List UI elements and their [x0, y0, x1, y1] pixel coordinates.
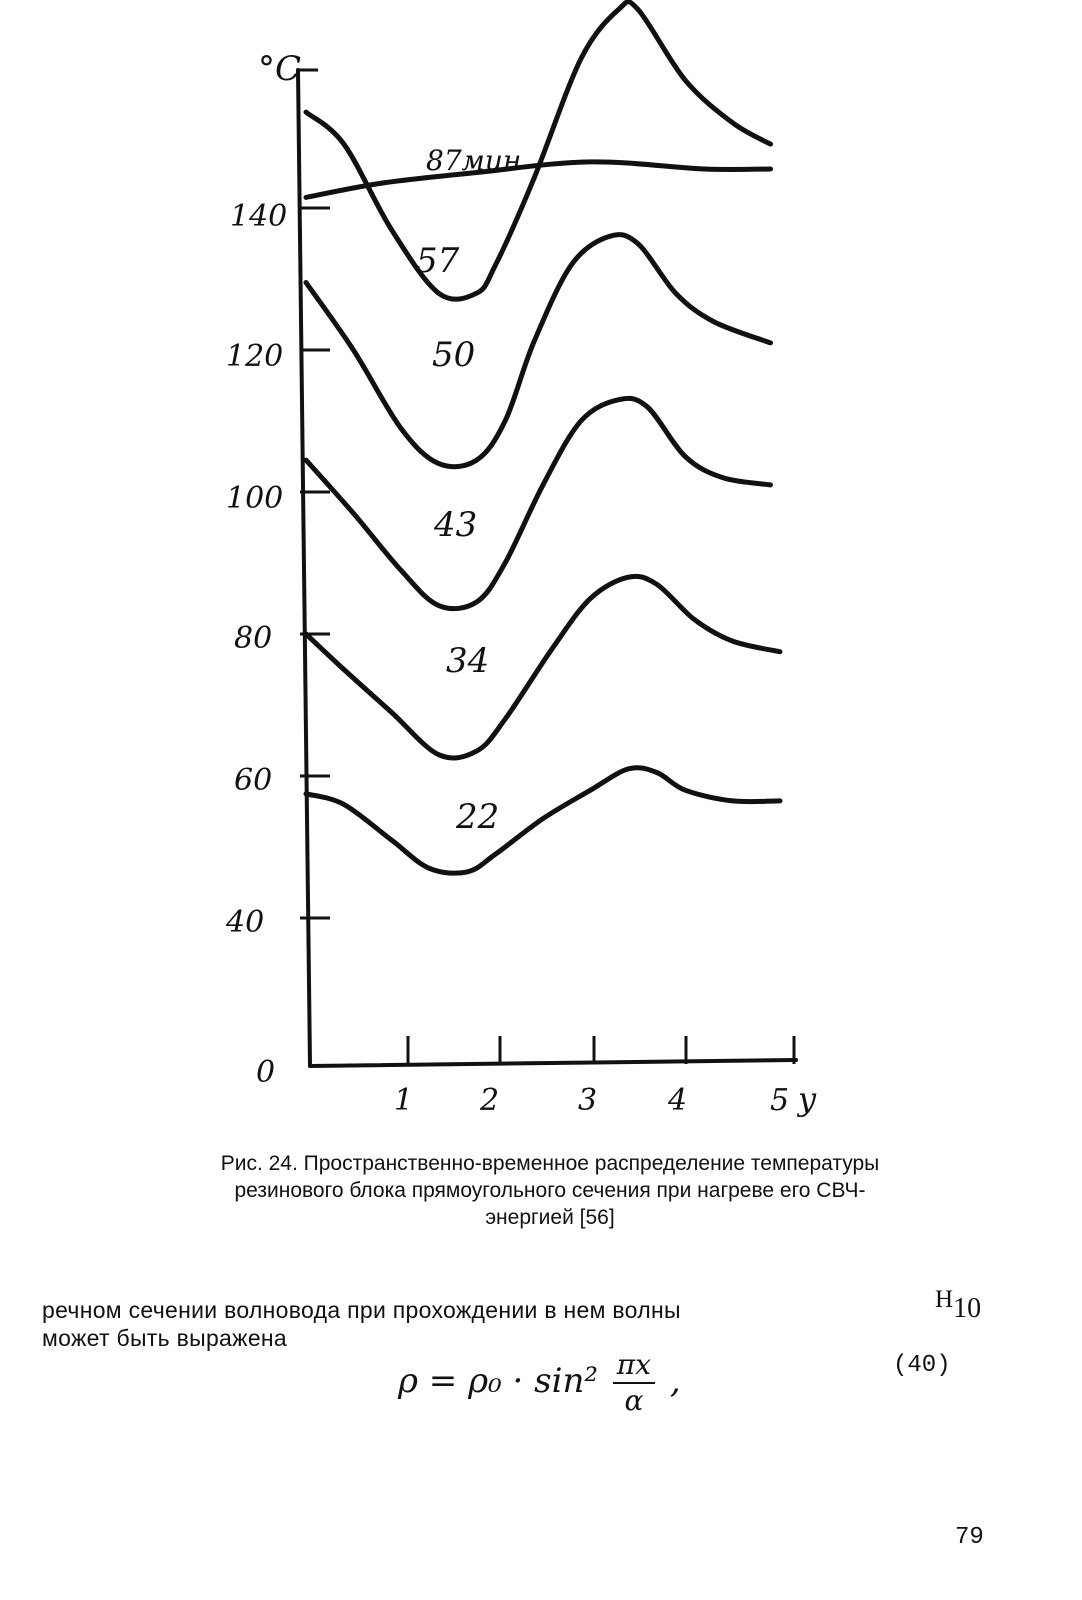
y-axis-label: °C	[258, 49, 302, 89]
page-number: 79	[955, 1524, 984, 1551]
chart-series	[306, 2, 780, 874]
x-axis-line	[310, 1060, 796, 1066]
series-line-50	[306, 235, 771, 467]
series-line-34	[306, 576, 780, 758]
series-line-57	[306, 2, 771, 300]
x-tick-label-1: 1	[394, 1083, 414, 1118]
series-label-87мин: 87мин	[426, 144, 522, 177]
formula-lhs: ρ = ρ₀ · sin²	[398, 1361, 598, 1401]
formula-denominator: α	[624, 1384, 644, 1417]
series-label-34: 34	[446, 641, 490, 681]
y-tick-label-40: 40	[226, 905, 265, 940]
y-tick-label-0: 0	[256, 1055, 276, 1090]
series-label-50: 50	[432, 335, 476, 375]
formula-tail: ,	[669, 1361, 681, 1401]
series-label-43: 43	[434, 505, 478, 545]
x-axis-label: y	[798, 1080, 817, 1118]
series-label-57: 57	[416, 241, 460, 281]
y-tick-label-120: 120	[226, 339, 284, 374]
formula-40	[398, 1348, 681, 1418]
body-paragraph	[42, 1296, 982, 1352]
body-text-line-2: может быть выражена	[42, 1325, 287, 1351]
wave-mode	[935, 1286, 981, 1325]
x-tick-label-4: 4	[668, 1083, 688, 1118]
y-tick-label-60: 60	[234, 763, 273, 798]
series-line-43	[306, 398, 771, 608]
chart-axes	[298, 70, 796, 1066]
series-label-22: 22	[456, 797, 500, 837]
equation-number: (40)	[893, 1352, 951, 1379]
y-tick-label-140: 140	[230, 199, 288, 234]
y-tick-label-100: 100	[226, 481, 284, 516]
body-text-line-1: речном сечении волновода при прохождении в нем волны	[42, 1297, 681, 1323]
formula-fraction	[613, 1348, 655, 1418]
x-tick-label-2: 2	[480, 1083, 500, 1118]
y-tick-label-80: 80	[234, 621, 273, 656]
x-tick-label-3: 3	[578, 1083, 598, 1118]
figure-caption: Рис. 24. Пространственно-временное распределение температуры резинового блока прямоугольного сечения при нагреве его СВЧ-энергией [56]	[220, 1152, 880, 1229]
series-line-22	[306, 768, 780, 874]
x-tick-label-5: 5	[770, 1083, 790, 1118]
formula-numerator: πx	[613, 1348, 655, 1384]
wave-symbol: H	[935, 1286, 954, 1313]
wave-index: 10	[953, 1293, 982, 1324]
